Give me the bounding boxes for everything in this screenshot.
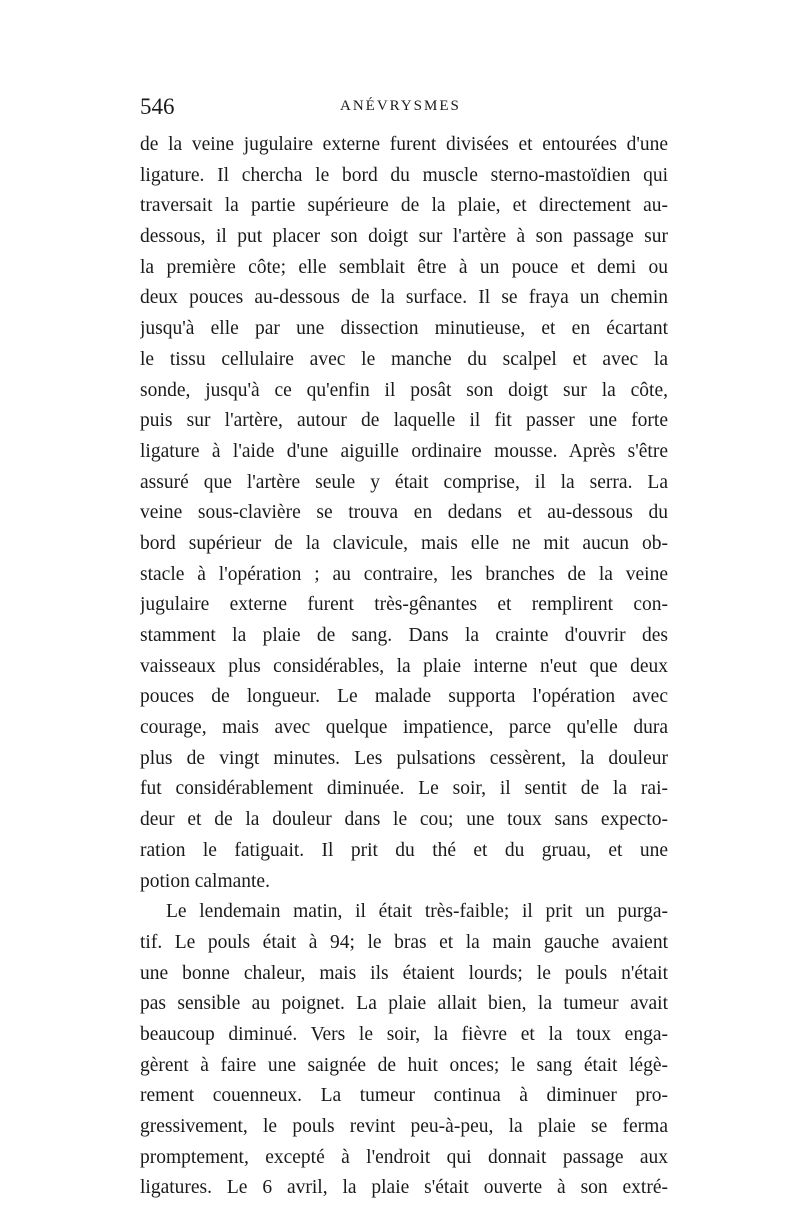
text-line: promptement, excepté à l'endroit qui donnait passage aux <box>140 1146 668 1168</box>
text-line: sonde, jusqu'à ce qu'enfin il posât son doigt sur la côte, <box>140 379 668 401</box>
text-line: stacle à l'opération ; au contraire, les branches de la veine <box>140 563 668 585</box>
text-line: ligature. Il chercha le bord du muscle sterno-mastoïdien qui <box>140 164 668 186</box>
text-line: tif. Le pouls était à 94; le bras et la main gauche avaient <box>140 931 668 953</box>
text-line: gressivement, le pouls revint peu-à-peu, la plaie se ferma <box>140 1116 668 1137</box>
paragraph-end-line: potion calmante. <box>140 870 270 892</box>
text-line: gèrent à faire une saignée de huit onces; le sang était légè- <box>140 1054 668 1076</box>
text-line: ligatures. Le 6 avril, la plaie s'était ouverte à son extré- <box>140 1177 668 1199</box>
text-line: veine sous-clavière se trouva en dedans et au-dessous du <box>140 502 668 524</box>
text-line: la première côte; elle semblait être à un pouce et demi ou <box>140 256 668 278</box>
body-text <box>140 130 668 1204</box>
running-title: ANÉVRYSMES <box>340 98 461 114</box>
text-line: une bonne chaleur, mais ils étaient lourds; le pouls n'était <box>140 962 668 984</box>
paragraph-start-line: Le lendemain matin, il était très-faible; il prit un purga- <box>166 901 668 923</box>
text-line: pouces de longueur. Le malade supporta l'opération avec <box>140 686 668 708</box>
text-line: pas sensible au poignet. La plaie allait bien, la tumeur avait <box>140 993 668 1015</box>
text-line: jugulaire externe furent très-gênantes et remplirent con- <box>140 594 668 616</box>
text-line: traversait la partie supérieure de la plaie, et directement au- <box>140 195 668 217</box>
text-line: rement couenneux. La tumeur continua à diminuer pro- <box>140 1085 668 1107</box>
running-head <box>140 92 668 126</box>
text-line: courage, mais avec quelque impatience, parce qu'elle dura <box>140 717 668 739</box>
text-line: le tissu cellulaire avec le manche du scalpel et avec la <box>140 348 668 370</box>
text-line: jusqu'à elle par une dissection minutieuse, et en écartant <box>140 318 668 340</box>
text-line: fut considérablement diminuée. Le soir, il sentit de la rai- <box>140 778 668 800</box>
text-line: deur et de la douleur dans le cou; une toux sans expecto- <box>140 809 668 831</box>
text-line: assuré que l'artère seule y était comprise, il la serra. La <box>140 471 668 493</box>
text-line: stamment la plaie de sang. Dans la crainte d'ouvrir des <box>140 625 668 646</box>
text-line: dessous, il put placer son doigt sur l'artère à son passage sur <box>140 226 668 248</box>
text-line: beaucoup diminué. Vers le soir, la fièvre et la toux enga- <box>140 1023 668 1045</box>
text-line: plus de vingt minutes. Les pulsations cessèrent, la douleur <box>140 747 668 769</box>
text-line: puis sur l'artère, autour de laquelle il fit passer une forte <box>140 410 668 432</box>
text-line: vaisseaux plus considérables, la plaie interne n'eut que deux <box>140 655 668 677</box>
text-line: bord supérieur de la clavicule, mais elle ne mit aucun ob- <box>140 532 668 554</box>
page-number: 546 <box>140 94 175 119</box>
text-line: deux pouces au-dessous de la surface. Il se fraya un chemin <box>140 287 668 309</box>
text-line: ligature à l'aide d'une aiguille ordinaire mousse. Après s'être <box>140 440 668 462</box>
text-line: de la veine jugulaire externe furent divisées et entourées d'une <box>140 134 668 155</box>
text-line: ration le fatiguait. Il prit du thé et du gruau, et une <box>140 839 668 861</box>
